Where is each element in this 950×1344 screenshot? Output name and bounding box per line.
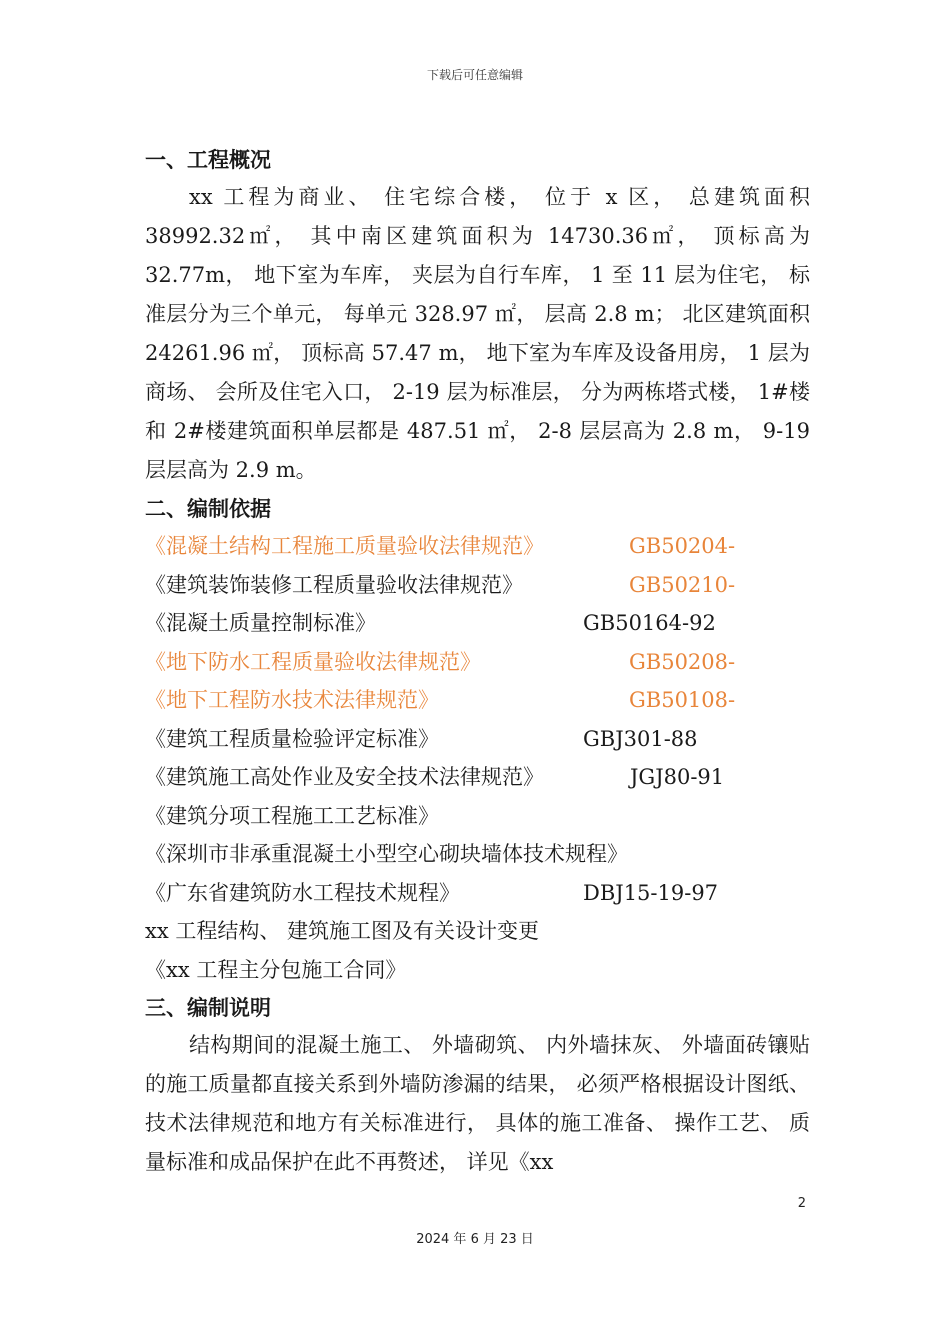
reference-code: GB50108-: [629, 688, 736, 712]
reference-title: 《建筑施工高处作业及安全技术法律规范》: [145, 765, 544, 789]
reference-item: [145, 874, 810, 913]
reference-title: 《深圳市非承重混凝土小型空心砌块墙体技术规程》: [145, 842, 628, 866]
section-heading-basis: 二、编制依据: [145, 497, 271, 521]
basis-line-contract: 《xx 工程主分包施工合同》: [145, 957, 407, 982]
reference-item: [145, 835, 810, 874]
reference-code: GB50208-: [629, 649, 736, 674]
reference-title: 《地下防水工程质量验收法律规范》: [145, 649, 481, 674]
reference-item: [145, 566, 810, 605]
reference-item: [145, 643, 810, 682]
document-body: [145, 142, 810, 1182]
section-heading-overview: 一、工程概况: [145, 148, 271, 172]
reference-item: [145, 527, 810, 566]
overview-paragraph: xx 工程为商业、 住宅综合楼， 位于 x 区， 总建筑面积 38992.32㎡， 其中南区建筑面积为 14730.36㎡， 顶标高为 32.77m， 地下室为车库， 夹层为自行车库， 1 至 11 层为住宅， 标准层分为三个单元， 每单元 328.97 ㎡， 层高 2.8 m； 北区建筑面积 24261.96 ㎡， 顶标高 57.47 m， 地下室为车库及设备用房， 1 层为商场、 会所及住宅入口， 2-19 层为标准层， 分为两栋塔式楼， 1#楼和 2#楼建筑面积单层都是 487.51 ㎡， 2-8 层层高为 2.8 m， 9-19 层层高为 2.9 m。: [145, 185, 810, 482]
notes-paragraph: 结构期间的混凝土施工、 外墙砌筑、 内外墙抹灰、 外墙面砖镶贴的施工质量都直接关系到外墙防渗漏的结果， 必须严格根据设计图纸、 技术法律规范和地方有关标准进行， 具体的施工准备、 操作工艺、 质量标准和成品保护在此不再赘述， 详见《xx: [145, 1033, 810, 1174]
reference-code: GB50164-92: [583, 611, 716, 635]
header-note: 下载后可任意编辑: [426, 68, 523, 82]
reference-title: 《混凝土结构工程施工质量验收法律规范》: [145, 534, 544, 558]
page-number: 2: [797, 1196, 806, 1211]
reference-title: 《广东省建筑防水工程技术规程》: [145, 880, 460, 905]
reference-title: 《建筑分项工程施工工艺标准》: [145, 803, 439, 828]
reference-title: 《地下工程防水技术法律规范》: [145, 688, 439, 712]
reference-title: 《建筑装饰装修工程质量验收法律规范》: [145, 572, 523, 597]
reference-list: [145, 527, 810, 912]
reference-title: 《混凝土质量控制标准》: [145, 611, 376, 635]
reference-code: GBJ301-88: [583, 726, 698, 751]
reference-item: [145, 797, 810, 836]
reference-code: DBJ15-19-97: [583, 880, 719, 905]
reference-item: [145, 681, 810, 720]
reference-code: JGJ80-91: [630, 765, 725, 789]
reference-title: 《建筑工程质量检验评定标准》: [145, 726, 439, 751]
reference-code: GB50204-: [629, 534, 736, 558]
section-heading-notes: 三、编制说明: [145, 996, 271, 1020]
reference-code: GB50210-: [629, 572, 736, 597]
footer-date: 2024 年 6 月 23 日: [416, 1232, 534, 1247]
basis-line-drawings: xx 工程结构、 建筑施工图及有关设计变更: [145, 919, 540, 943]
reference-item: [145, 604, 810, 643]
reference-item: [145, 720, 810, 759]
reference-item: [145, 758, 810, 797]
